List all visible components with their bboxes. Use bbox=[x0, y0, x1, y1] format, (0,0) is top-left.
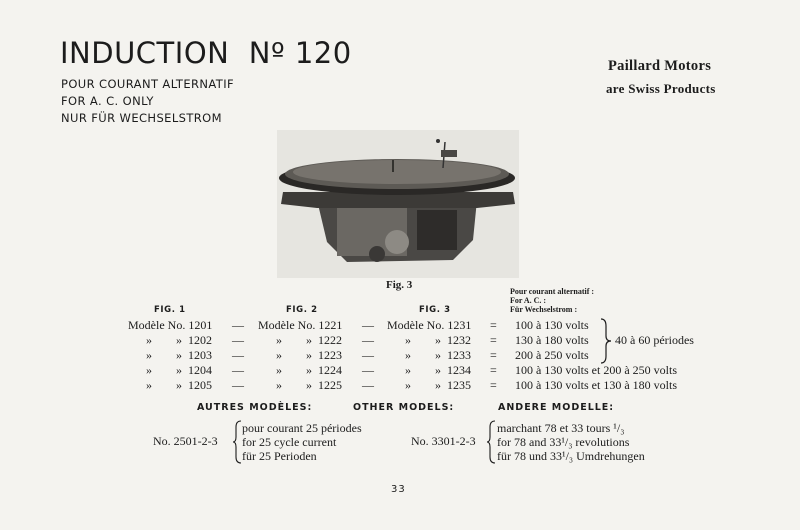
right-brace-icon bbox=[600, 318, 612, 364]
equals: = bbox=[490, 348, 497, 362]
left-brace-icon bbox=[232, 420, 242, 464]
dash: — bbox=[232, 363, 244, 377]
table-cell: » » 1224 bbox=[276, 363, 342, 377]
table-cell: » » 1205 bbox=[146, 378, 212, 392]
left-brace-icon bbox=[486, 420, 496, 464]
model-2501-line-de: für 25 Perioden bbox=[242, 449, 317, 463]
brand-line-1: Paillard Motors bbox=[608, 58, 712, 74]
model-3301-line-de: für 78 und 33¹/₃ Umdrehungen bbox=[497, 449, 645, 463]
subtitle-fr: POUR COURANT ALTERNATIF bbox=[61, 77, 235, 91]
table-cell: » » 1203 bbox=[146, 348, 212, 362]
equals: = bbox=[490, 378, 497, 392]
dash: — bbox=[232, 318, 244, 332]
model-2501-line-fr: pour courant 25 périodes bbox=[242, 421, 362, 435]
equals: = bbox=[490, 318, 497, 332]
table-cell: Modèle No. 1221 bbox=[258, 318, 343, 332]
page-title: INDUCTION Nº 120 bbox=[60, 36, 352, 70]
table-cell: » » 1233 bbox=[405, 348, 471, 362]
dash: — bbox=[362, 363, 374, 377]
table-cell: » » 1234 bbox=[405, 363, 471, 377]
table-cell: 100 à 130 volts et 130 à 180 volts bbox=[515, 378, 677, 392]
figure-caption: Fig. 3 bbox=[386, 279, 413, 291]
periods-label: 40 à 60 périodes bbox=[615, 333, 694, 347]
table-cell: Modèle No. 1201 bbox=[128, 318, 213, 332]
table-cell: 100 à 130 volts bbox=[515, 318, 589, 332]
subtitle-en: FOR A. C. ONLY bbox=[61, 94, 154, 108]
table-cell: 100 à 130 volts et 200 à 250 volts bbox=[515, 363, 677, 377]
dash: — bbox=[362, 333, 374, 347]
other-models-heading-fr: AUTRES MODÈLES: bbox=[197, 402, 313, 413]
table-cell: » » 1222 bbox=[276, 333, 342, 347]
equals: = bbox=[490, 363, 497, 377]
dash: — bbox=[232, 333, 244, 347]
other-models-heading-de: ANDERE MODELLE: bbox=[498, 402, 615, 413]
model-2501-line-en: for 25 cycle current bbox=[242, 435, 337, 449]
dash: — bbox=[232, 348, 244, 362]
equals: = bbox=[490, 333, 497, 347]
model-2501-number: No. 2501-2-3 bbox=[153, 434, 218, 448]
table-cell: » » 1225 bbox=[276, 378, 342, 392]
current-note-fr: Pour courant alternatif : bbox=[510, 287, 595, 296]
table-cell: Modèle No. 1231 bbox=[387, 318, 472, 332]
model-3301-number: No. 3301-2-3 bbox=[411, 434, 476, 448]
table-cell: » » 1223 bbox=[276, 348, 342, 362]
fig1-header: FIG. 1 bbox=[154, 305, 186, 315]
fig3-header: FIG. 3 bbox=[419, 305, 451, 315]
model-3301-line-fr: marchant 78 et 33 tours ¹/₃ bbox=[497, 421, 625, 435]
model-3301-line-en: for 78 and 33¹/₃ revolutions bbox=[497, 435, 630, 449]
table-cell: » » 1202 bbox=[146, 333, 212, 347]
table-cell: 130 à 180 volts bbox=[515, 333, 589, 347]
table-cell: » » 1204 bbox=[146, 363, 212, 377]
dash: — bbox=[232, 378, 244, 392]
current-note-de: Für Wechselstrom : bbox=[510, 305, 578, 314]
page-number: 33 bbox=[391, 484, 406, 495]
dash: — bbox=[362, 378, 374, 392]
dash: — bbox=[362, 348, 374, 362]
other-models-heading-en: OTHER MODELS: bbox=[353, 402, 455, 413]
fig2-header: FIG. 2 bbox=[286, 305, 318, 315]
turntable-motor-photo bbox=[277, 130, 519, 278]
table-cell: » » 1235 bbox=[405, 378, 471, 392]
table-cell: 200 à 250 volts bbox=[515, 348, 589, 362]
subtitle-de: NUR FÜR WECHSELSTROM bbox=[61, 111, 222, 125]
brand-line-2: are Swiss Products bbox=[606, 81, 716, 96]
table-cell: » » 1232 bbox=[405, 333, 471, 347]
dash: — bbox=[362, 318, 374, 332]
current-note-en: For A. C. : bbox=[510, 296, 547, 305]
